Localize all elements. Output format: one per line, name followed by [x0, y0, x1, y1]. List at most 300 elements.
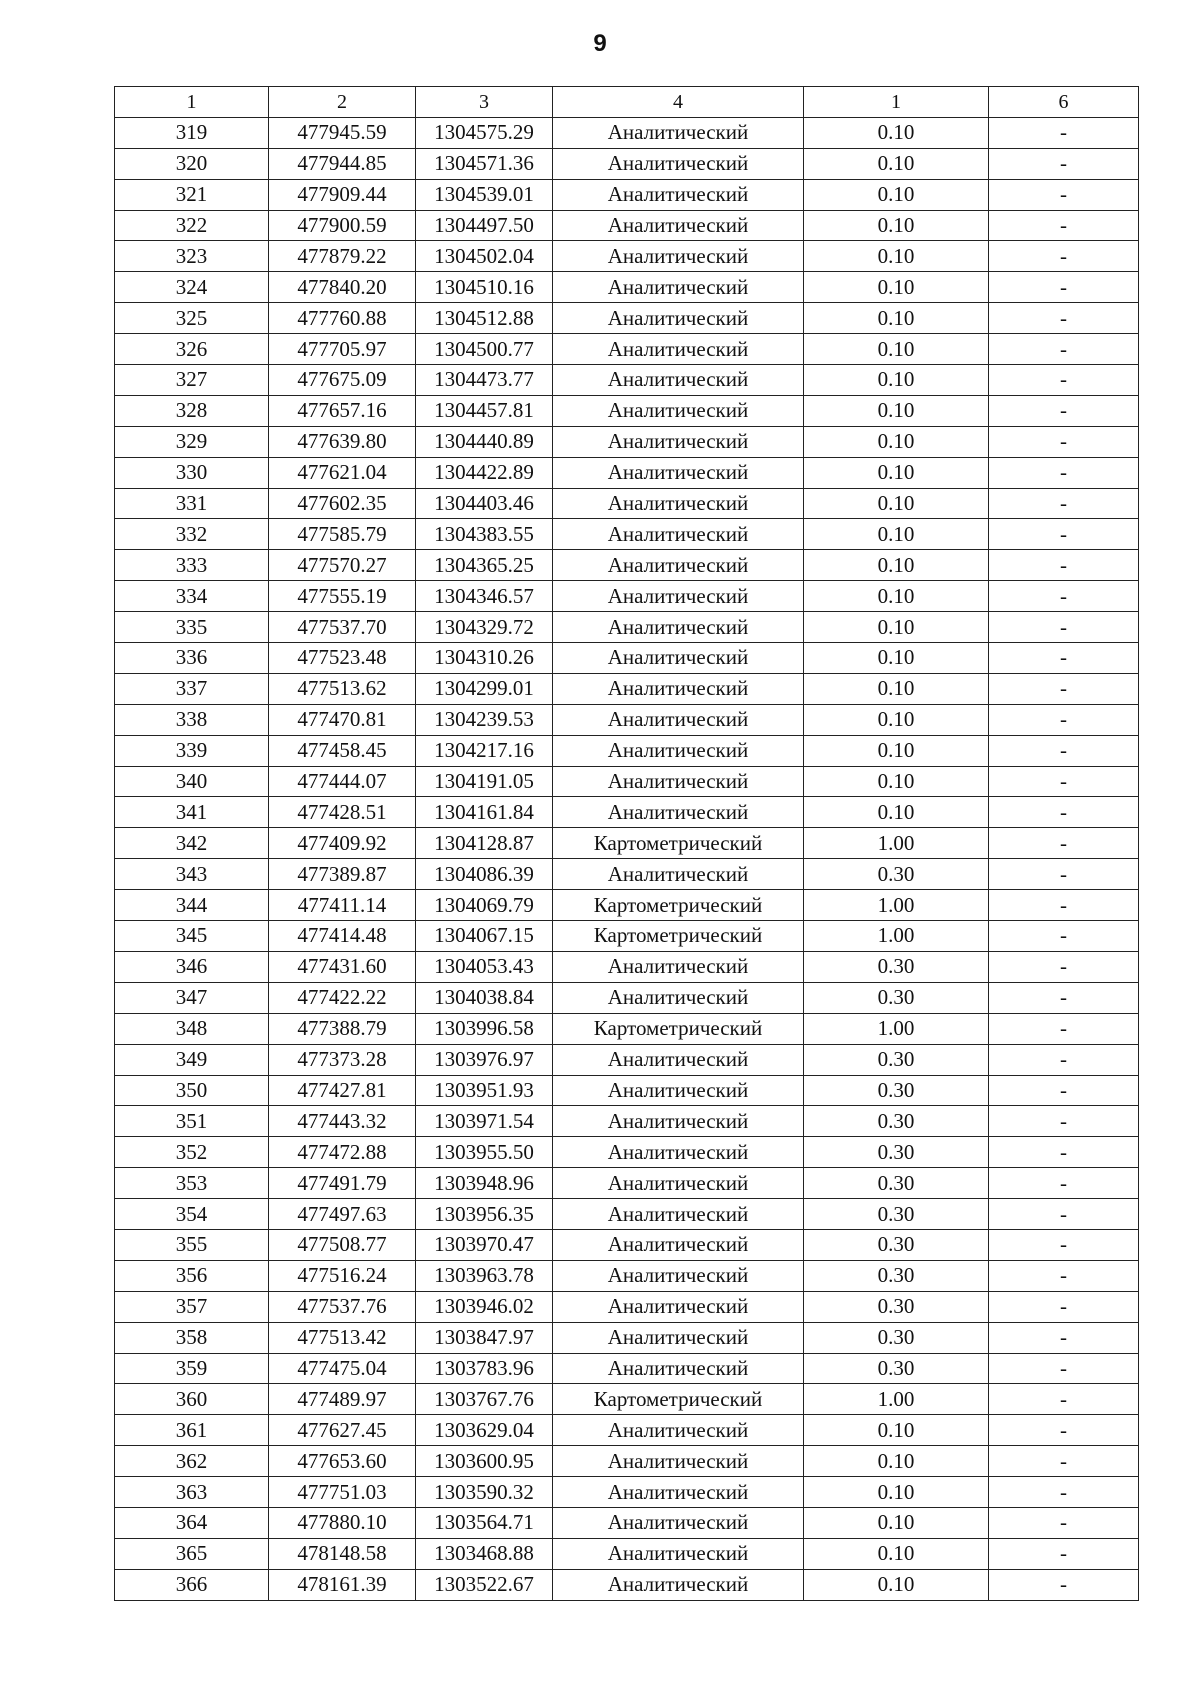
- cell-method: Аналитический: [553, 1229, 804, 1260]
- cell-method: Аналитический: [553, 117, 804, 148]
- cell-description: -: [989, 673, 1139, 704]
- cell-y: 1304365.25: [416, 550, 553, 581]
- cell-point-number: 327: [115, 365, 269, 396]
- cell-point-number: 333: [115, 550, 269, 581]
- cell-method: Аналитический: [553, 1569, 804, 1600]
- cell-description: -: [989, 303, 1139, 334]
- cell-x: 477675.09: [269, 365, 416, 396]
- table-row: [115, 488, 1139, 519]
- cell-description: -: [989, 1229, 1139, 1260]
- cell-x: 477389.87: [269, 859, 416, 890]
- cell-accuracy: 0.10: [804, 735, 989, 766]
- cell-y: 1304299.01: [416, 673, 553, 704]
- cell-point-number: 328: [115, 395, 269, 426]
- cell-description: -: [989, 1291, 1139, 1322]
- cell-accuracy: 0.30: [804, 1168, 989, 1199]
- header-row: [115, 87, 1139, 118]
- cell-method: Аналитический: [553, 1106, 804, 1137]
- cell-y: 1304571.36: [416, 148, 553, 179]
- cell-y: 1303946.02: [416, 1291, 553, 1322]
- table-row: [115, 859, 1139, 890]
- cell-point-number: 355: [115, 1229, 269, 1260]
- table-row: [115, 210, 1139, 241]
- cell-description: -: [989, 1569, 1139, 1600]
- table-row: [115, 1322, 1139, 1353]
- cell-y: 1304128.87: [416, 828, 553, 859]
- cell-x: 477431.60: [269, 951, 416, 982]
- cell-x: 477411.14: [269, 890, 416, 921]
- cell-accuracy: 0.30: [804, 1106, 989, 1137]
- cell-y: 1303976.97: [416, 1044, 553, 1075]
- cell-method: Аналитический: [553, 1137, 804, 1168]
- cell-accuracy: 0.10: [804, 797, 989, 828]
- cell-y: 1303522.67: [416, 1569, 553, 1600]
- table-row: [115, 951, 1139, 982]
- table-row: [115, 426, 1139, 457]
- table-row: [115, 1353, 1139, 1384]
- cell-y: 1304512.88: [416, 303, 553, 334]
- cell-x: 477508.77: [269, 1229, 416, 1260]
- cell-point-number: 351: [115, 1106, 269, 1137]
- cell-point-number: 353: [115, 1168, 269, 1199]
- table-row: [115, 457, 1139, 488]
- cell-method: Картометрический: [553, 921, 804, 952]
- cell-method: Аналитический: [553, 488, 804, 519]
- cell-accuracy: 0.10: [804, 241, 989, 272]
- cell-point-number: 359: [115, 1353, 269, 1384]
- cell-description: -: [989, 859, 1139, 890]
- cell-y: 1304329.72: [416, 612, 553, 643]
- cell-accuracy: 0.30: [804, 1075, 989, 1106]
- cell-description: -: [989, 704, 1139, 735]
- cell-method: Аналитический: [553, 1446, 804, 1477]
- cell-point-number: 337: [115, 673, 269, 704]
- cell-method: Картометрический: [553, 1013, 804, 1044]
- cell-method: Аналитический: [553, 519, 804, 550]
- cell-method: Аналитический: [553, 673, 804, 704]
- cell-accuracy: 0.10: [804, 519, 989, 550]
- cell-y: 1304217.16: [416, 735, 553, 766]
- cell-x: 477602.35: [269, 488, 416, 519]
- cell-point-number: 340: [115, 766, 269, 797]
- cell-accuracy: 0.10: [804, 1569, 989, 1600]
- cell-point-number: 354: [115, 1199, 269, 1230]
- cell-y: 1304500.77: [416, 334, 553, 365]
- cell-y: 1303847.97: [416, 1322, 553, 1353]
- cell-method: Аналитический: [553, 1199, 804, 1230]
- cell-point-number: 334: [115, 581, 269, 612]
- cell-x: 477523.48: [269, 643, 416, 674]
- cell-description: -: [989, 179, 1139, 210]
- cell-y: 1303970.47: [416, 1229, 553, 1260]
- table-row: [115, 982, 1139, 1013]
- cell-method: Аналитический: [553, 643, 804, 674]
- cell-description: -: [989, 550, 1139, 581]
- cell-y: 1304086.39: [416, 859, 553, 890]
- table-row: [115, 519, 1139, 550]
- cell-method: Аналитический: [553, 1477, 804, 1508]
- cell-x: 477409.92: [269, 828, 416, 859]
- page-number: 9: [593, 30, 607, 57]
- cell-point-number: 321: [115, 179, 269, 210]
- cell-accuracy: 0.10: [804, 550, 989, 581]
- cell-x: 477443.32: [269, 1106, 416, 1137]
- cell-accuracy: 1.00: [804, 921, 989, 952]
- cell-x: 477627.45: [269, 1415, 416, 1446]
- cell-y: 1304497.50: [416, 210, 553, 241]
- cell-point-number: 323: [115, 241, 269, 272]
- cell-x: 477489.97: [269, 1384, 416, 1415]
- cell-accuracy: 1.00: [804, 828, 989, 859]
- cell-accuracy: 0.10: [804, 395, 989, 426]
- cell-point-number: 320: [115, 148, 269, 179]
- cell-method: Аналитический: [553, 272, 804, 303]
- cell-accuracy: 0.30: [804, 1322, 989, 1353]
- cell-point-number: 343: [115, 859, 269, 890]
- cell-y: 1304539.01: [416, 179, 553, 210]
- cell-method: Аналитический: [553, 735, 804, 766]
- cell-x: 477428.51: [269, 797, 416, 828]
- table-row: [115, 828, 1139, 859]
- cell-point-number: 364: [115, 1507, 269, 1538]
- table-row: [115, 365, 1139, 396]
- cell-description: -: [989, 921, 1139, 952]
- cell-y: 1304422.89: [416, 457, 553, 488]
- cell-method: Аналитический: [553, 766, 804, 797]
- cell-description: -: [989, 1199, 1139, 1230]
- cell-point-number: 358: [115, 1322, 269, 1353]
- cell-method: Аналитический: [553, 1260, 804, 1291]
- cell-y: 1304510.16: [416, 272, 553, 303]
- cell-accuracy: 0.10: [804, 673, 989, 704]
- cell-description: -: [989, 1137, 1139, 1168]
- cell-accuracy: 0.10: [804, 766, 989, 797]
- cell-description: -: [989, 1446, 1139, 1477]
- cell-point-number: 326: [115, 334, 269, 365]
- cell-x: 477909.44: [269, 179, 416, 210]
- cell-method: Аналитический: [553, 1507, 804, 1538]
- column-header-accuracy: 1: [804, 87, 989, 118]
- cell-accuracy: 0.10: [804, 117, 989, 148]
- cell-point-number: 332: [115, 519, 269, 550]
- cell-y: 1304473.77: [416, 365, 553, 396]
- cell-accuracy: 0.30: [804, 1137, 989, 1168]
- cell-method: Аналитический: [553, 704, 804, 735]
- table-row: [115, 148, 1139, 179]
- cell-description: -: [989, 519, 1139, 550]
- table-row: [115, 550, 1139, 581]
- cell-y: 1304346.57: [416, 581, 553, 612]
- cell-x: 477653.60: [269, 1446, 416, 1477]
- table-row: [115, 1199, 1139, 1230]
- table-row: [115, 704, 1139, 735]
- table-row: [115, 1044, 1139, 1075]
- table-row: [115, 1168, 1139, 1199]
- table-row: [115, 1291, 1139, 1322]
- cell-description: -: [989, 1322, 1139, 1353]
- cell-description: -: [989, 272, 1139, 303]
- cell-accuracy: 0.30: [804, 982, 989, 1013]
- cell-accuracy: 0.10: [804, 1446, 989, 1477]
- table-row: [115, 1415, 1139, 1446]
- cell-description: -: [989, 365, 1139, 396]
- cell-method: Аналитический: [553, 241, 804, 272]
- cell-x: 477585.79: [269, 519, 416, 550]
- table-row: [115, 1106, 1139, 1137]
- cell-method: Аналитический: [553, 1322, 804, 1353]
- cell-y: 1304038.84: [416, 982, 553, 1013]
- table-row: [115, 1477, 1139, 1508]
- cell-method: Аналитический: [553, 148, 804, 179]
- cell-y: 1304053.43: [416, 951, 553, 982]
- cell-accuracy: 0.10: [804, 488, 989, 519]
- cell-method: Аналитический: [553, 395, 804, 426]
- cell-y: 1303948.96: [416, 1168, 553, 1199]
- cell-x: 477944.85: [269, 148, 416, 179]
- cell-method: Аналитический: [553, 457, 804, 488]
- table-row: [115, 735, 1139, 766]
- cell-point-number: 319: [115, 117, 269, 148]
- cell-accuracy: 0.10: [804, 1477, 989, 1508]
- cell-x: 477458.45: [269, 735, 416, 766]
- cell-y: 1304403.46: [416, 488, 553, 519]
- cell-method: Аналитический: [553, 1291, 804, 1322]
- column-header-point-number: 1: [115, 87, 269, 118]
- column-header-x: 2: [269, 87, 416, 118]
- cell-accuracy: 0.10: [804, 334, 989, 365]
- cell-y: 1303996.58: [416, 1013, 553, 1044]
- cell-x: 477760.88: [269, 303, 416, 334]
- cell-point-number: 329: [115, 426, 269, 457]
- table-row: [115, 643, 1139, 674]
- cell-x: 477513.42: [269, 1322, 416, 1353]
- cell-description: -: [989, 581, 1139, 612]
- cell-accuracy: 0.10: [804, 1538, 989, 1569]
- table-row: [115, 395, 1139, 426]
- cell-description: -: [989, 1415, 1139, 1446]
- cell-method: Аналитический: [553, 951, 804, 982]
- cell-y: 1304502.04: [416, 241, 553, 272]
- cell-point-number: 341: [115, 797, 269, 828]
- cell-x: 477751.03: [269, 1477, 416, 1508]
- table-row: [115, 1446, 1139, 1477]
- cell-point-number: 338: [115, 704, 269, 735]
- table-row: [115, 1013, 1139, 1044]
- cell-y: 1304239.53: [416, 704, 553, 735]
- table-row: [115, 766, 1139, 797]
- cell-description: -: [989, 982, 1139, 1013]
- cell-accuracy: 0.30: [804, 1229, 989, 1260]
- table-header: [115, 87, 1139, 118]
- cell-point-number: 324: [115, 272, 269, 303]
- cell-description: -: [989, 1106, 1139, 1137]
- cell-description: -: [989, 1044, 1139, 1075]
- cell-description: -: [989, 1507, 1139, 1538]
- cell-description: -: [989, 117, 1139, 148]
- column-header-method: 4: [553, 87, 804, 118]
- table-row: [115, 241, 1139, 272]
- cell-point-number: 356: [115, 1260, 269, 1291]
- cell-description: -: [989, 210, 1139, 241]
- cell-x: 477840.20: [269, 272, 416, 303]
- cell-x: 477373.28: [269, 1044, 416, 1075]
- cell-method: Картометрический: [553, 1384, 804, 1415]
- table-row: [115, 1569, 1139, 1600]
- cell-point-number: 322: [115, 210, 269, 241]
- cell-description: -: [989, 426, 1139, 457]
- cell-point-number: 345: [115, 921, 269, 952]
- cell-accuracy: 0.10: [804, 581, 989, 612]
- cell-y: 1303956.35: [416, 1199, 553, 1230]
- table-row: [115, 921, 1139, 952]
- cell-description: -: [989, 1013, 1139, 1044]
- cell-accuracy: 1.00: [804, 890, 989, 921]
- cell-x: 477427.81: [269, 1075, 416, 1106]
- cell-method: Аналитический: [553, 612, 804, 643]
- table-row: [115, 890, 1139, 921]
- cell-accuracy: 0.30: [804, 859, 989, 890]
- cell-y: 1303963.78: [416, 1260, 553, 1291]
- table-row: [115, 1229, 1139, 1260]
- cell-y: 1303564.71: [416, 1507, 553, 1538]
- table-row: [115, 117, 1139, 148]
- cell-method: Аналитический: [553, 581, 804, 612]
- cell-y: 1304069.79: [416, 890, 553, 921]
- table-row: [115, 1507, 1139, 1538]
- cell-description: -: [989, 457, 1139, 488]
- cell-accuracy: 0.10: [804, 1415, 989, 1446]
- cell-description: -: [989, 1168, 1139, 1199]
- cell-point-number: 325: [115, 303, 269, 334]
- table-row: [115, 1260, 1139, 1291]
- cell-x: 477516.24: [269, 1260, 416, 1291]
- cell-description: -: [989, 395, 1139, 426]
- cell-x: 477621.04: [269, 457, 416, 488]
- cell-x: 477570.27: [269, 550, 416, 581]
- cell-accuracy: 0.10: [804, 426, 989, 457]
- cell-accuracy: 0.30: [804, 1044, 989, 1075]
- cell-description: -: [989, 1260, 1139, 1291]
- cell-x: 477555.19: [269, 581, 416, 612]
- cell-accuracy: 0.10: [804, 612, 989, 643]
- cell-x: 477900.59: [269, 210, 416, 241]
- cell-description: -: [989, 612, 1139, 643]
- cell-accuracy: 0.30: [804, 1291, 989, 1322]
- table-body: [115, 117, 1139, 1600]
- cell-point-number: 362: [115, 1446, 269, 1477]
- cell-x: 477639.80: [269, 426, 416, 457]
- cell-x: 477472.88: [269, 1137, 416, 1168]
- cell-point-number: 352: [115, 1137, 269, 1168]
- cell-description: -: [989, 890, 1139, 921]
- cell-point-number: 365: [115, 1538, 269, 1569]
- cell-method: Картометрический: [553, 828, 804, 859]
- cell-point-number: 336: [115, 643, 269, 674]
- cell-description: -: [989, 797, 1139, 828]
- cell-description: -: [989, 735, 1139, 766]
- cell-method: Картометрический: [553, 890, 804, 921]
- cell-point-number: 349: [115, 1044, 269, 1075]
- cell-x: 477444.07: [269, 766, 416, 797]
- cell-x: 477513.62: [269, 673, 416, 704]
- cell-accuracy: 1.00: [804, 1384, 989, 1415]
- cell-point-number: 348: [115, 1013, 269, 1044]
- cell-point-number: 339: [115, 735, 269, 766]
- cell-point-number: 363: [115, 1477, 269, 1508]
- table-row: [115, 179, 1139, 210]
- cell-description: -: [989, 1384, 1139, 1415]
- cell-x: 477945.59: [269, 117, 416, 148]
- cell-y: 1304191.05: [416, 766, 553, 797]
- cell-accuracy: 0.30: [804, 1260, 989, 1291]
- cell-x: 477388.79: [269, 1013, 416, 1044]
- cell-x: 477705.97: [269, 334, 416, 365]
- table-row: [115, 1538, 1139, 1569]
- cell-accuracy: 0.10: [804, 272, 989, 303]
- cell-x: 477491.79: [269, 1168, 416, 1199]
- cell-accuracy: 0.10: [804, 365, 989, 396]
- cell-x: 477537.70: [269, 612, 416, 643]
- cell-y: 1304383.55: [416, 519, 553, 550]
- cell-accuracy: 0.30: [804, 1199, 989, 1230]
- cell-method: Аналитический: [553, 426, 804, 457]
- cell-accuracy: 0.10: [804, 1507, 989, 1538]
- cell-method: Аналитический: [553, 1168, 804, 1199]
- cell-x: 477414.48: [269, 921, 416, 952]
- cell-point-number: 346: [115, 951, 269, 982]
- cell-x: 477879.22: [269, 241, 416, 272]
- cell-y: 1304457.81: [416, 395, 553, 426]
- cell-accuracy: 0.10: [804, 179, 989, 210]
- table-row: [115, 272, 1139, 303]
- cell-point-number: 347: [115, 982, 269, 1013]
- cell-y: 1304310.26: [416, 643, 553, 674]
- cell-x: 477537.76: [269, 1291, 416, 1322]
- cell-y: 1303783.96: [416, 1353, 553, 1384]
- cell-method: Аналитический: [553, 365, 804, 396]
- cell-accuracy: 0.10: [804, 210, 989, 241]
- table-row: [115, 1137, 1139, 1168]
- cell-description: -: [989, 1075, 1139, 1106]
- cell-y: 1304161.84: [416, 797, 553, 828]
- cell-point-number: 357: [115, 1291, 269, 1322]
- cell-accuracy: 0.10: [804, 704, 989, 735]
- table-row: [115, 612, 1139, 643]
- cell-description: -: [989, 488, 1139, 519]
- cell-method: Аналитический: [553, 303, 804, 334]
- cell-x: 477475.04: [269, 1353, 416, 1384]
- cell-point-number: 361: [115, 1415, 269, 1446]
- cell-y: 1303468.88: [416, 1538, 553, 1569]
- cell-point-number: 366: [115, 1569, 269, 1600]
- cell-method: Аналитический: [553, 210, 804, 241]
- cell-y: 1303600.95: [416, 1446, 553, 1477]
- cell-method: Аналитический: [553, 1415, 804, 1446]
- cell-method: Аналитический: [553, 859, 804, 890]
- cell-y: 1304067.15: [416, 921, 553, 952]
- cell-y: 1303629.04: [416, 1415, 553, 1446]
- cell-point-number: 344: [115, 890, 269, 921]
- cell-y: 1304440.89: [416, 426, 553, 457]
- cell-point-number: 330: [115, 457, 269, 488]
- cell-accuracy: 0.10: [804, 457, 989, 488]
- cell-method: Аналитический: [553, 1353, 804, 1384]
- table-row: [115, 673, 1139, 704]
- cell-description: -: [989, 334, 1139, 365]
- cell-method: Аналитический: [553, 179, 804, 210]
- cell-description: -: [989, 241, 1139, 272]
- cell-method: Аналитический: [553, 1538, 804, 1569]
